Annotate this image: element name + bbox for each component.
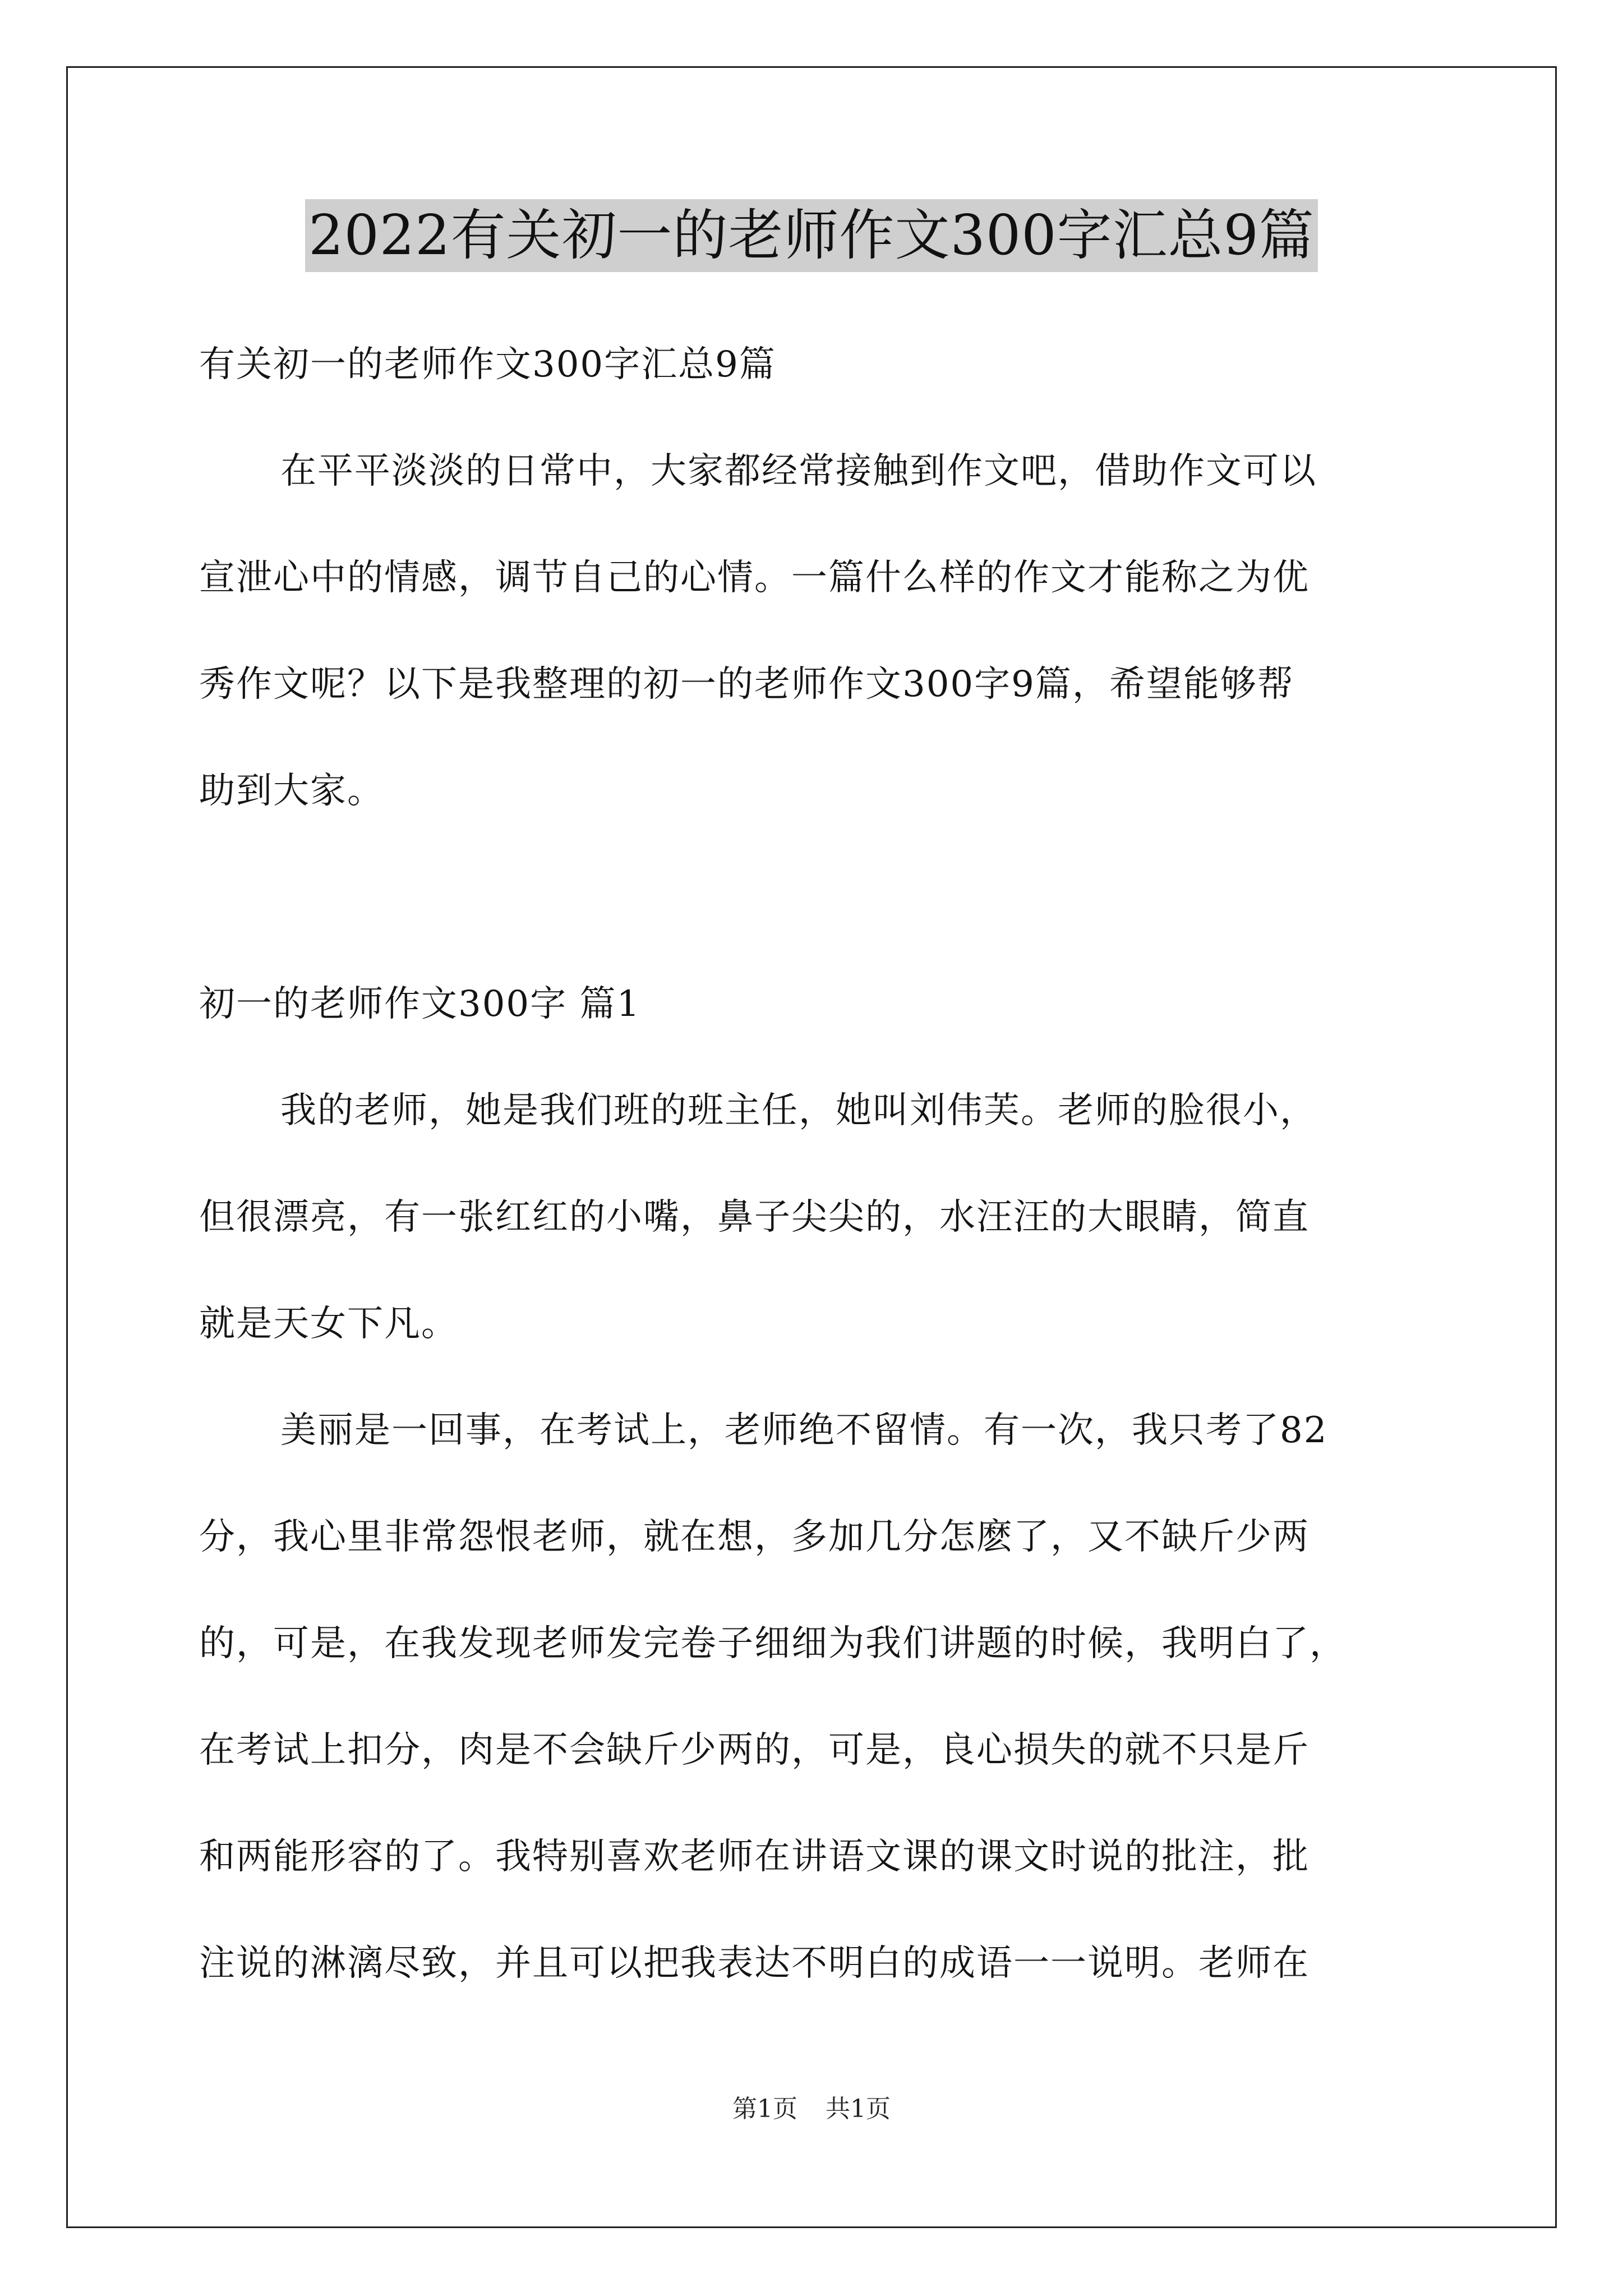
paragraph-line: 我的老师，她是我们班的班主任，她叫刘伟芙。老师的脸很小，	[280, 1090, 1317, 1131]
intro-paragraph	[199, 418, 1433, 844]
essay-paragraph-2	[199, 1377, 1433, 2017]
paragraph-line: 美丽是一回事，在考试上，老师绝不留情。有一次，我只考了82	[280, 1410, 1328, 1451]
document-title: 2022有关初一的老师作文300字汇总9篇	[305, 199, 1318, 272]
paragraph-line: 但很漂亮，有一张红红的小嘴，鼻子尖尖的，水汪汪的大眼睛，简直	[199, 1197, 1310, 1238]
page-footer	[0, 2092, 1623, 2126]
paragraph-line: 在考试上扣分，肉是不会缺斤少两的，可是，良心损失的就不只是斤	[199, 1729, 1310, 1771]
intro-line: 在平平淡淡的日常中，大家都经常接触到作文吧，借助作文可以	[280, 450, 1317, 492]
essay-paragraph-1	[199, 1057, 1433, 1377]
section-gap	[199, 844, 1433, 951]
paragraph-line: 和两能形容的了。我特别喜欢老师在讲语文课的课文时说的批注，批	[199, 1836, 1310, 1878]
paragraph-line: 的，可是，在我发现老师发完卷子细细为我们讲题的时候，我明白了，	[199, 1623, 1347, 1664]
page-number: 第1页	[732, 2095, 797, 2123]
section-heading: 初一的老师作文300字 篇1	[199, 983, 641, 1025]
page-total: 共1页	[826, 2095, 891, 2123]
document-body	[199, 311, 1433, 2017]
paragraph-line: 注说的淋漓尽致，并且可以把我表达不明白的成语一一说明。老师在	[199, 1943, 1310, 1984]
paragraph-line: 就是天女下凡。	[199, 1303, 458, 1345]
intro-line: 助到大家。	[199, 770, 384, 812]
title-container	[0, 199, 1623, 272]
paragraph-line: 分，我心里非常怨恨老师，就在想，多加几分怎麽了，又不缺斤少两	[199, 1516, 1310, 1558]
document-subtitle: 有关初一的老师作文300字汇总9篇	[199, 344, 776, 385]
intro-line: 秀作文呢？以下是我整理的初一的老师作文300字9篇，希望能够帮	[199, 664, 1294, 705]
intro-line: 宣泄心中的情感，调节自己的心情。一篇什么样的作文才能称之为优	[199, 557, 1310, 599]
